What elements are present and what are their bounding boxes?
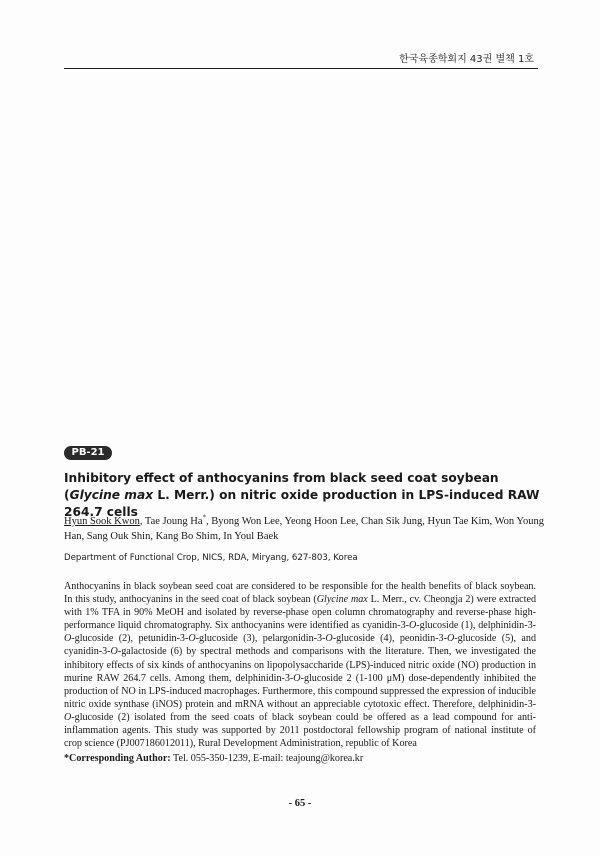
first-author: Hyun Sook Kwon	[64, 516, 140, 527]
poster-id-badge: PB-21	[64, 446, 112, 460]
running-head: 한국육종학회지 43권 별책 1호	[399, 54, 534, 65]
corresponding-mark: *	[202, 513, 206, 522]
corresponding-author	[64, 752, 544, 765]
page-number: - 65 -	[288, 798, 312, 809]
author-list: Hyun Sook Kwon, Tae Joung Ha*, Byong Won Lee, Yeong Hoon Lee, Chan Sik Jung, Hyun Tae Kim, Won Young Han, Sang Ouk Shin, Kang Bo Shim, In Youl Baek	[64, 513, 544, 542]
species-name: Glycine max	[69, 488, 154, 502]
corresponding-label: *Corresponding Author:	[64, 753, 171, 764]
abstract-body: Anthocyanins in black soybean seed coat are considered to be responsible for the health benefits of black soybean. In this study, anthocyanins in the seed coat of black soybean (Glycine max L. Merr., cv. Cheongja 2) were extracted with 1% TFA in 90% MeOH and isolated by reverse-phase open column chromatography and reverse-phase high-performance liquid chromatography. Six anthocyanins were identified as cyanidin-3-O-glucoside (1), delphinidin-3-O-glucoside (2), petunidin-3-O-glucoside (3), pelargonidin-3-O-glucoside (4), peonidin-3-O-glucoside (5), and cyanidin-3-O-galactoside (6) by spectral methods and comparisons with the literature. Then, we investigated the inhibitory effects of six kinds of anthocyanins on lipopolysaccharide (LPS)-induced nitric oxide (NO) production in murine RAW 264.7 cells. Among them, delphinidin-3-O-glucoside 2 (1-100 μM) dose-dependently inhibited the production of NO in LPS-induced macrophages. Furthermore, this compound suppressed the expression of inducible nitric oxide synthase (iNOS) protein and mRNA without an appreciable cytotoxic effect. Therefore, delphinidin-3-O-glucoside (2) isolated from the seed coats of black soybean could be offered as a lead compound for anti-inflammation agents. This study was supported by 2011 postdoctoral fellowship program of national institute of crop science (PJ007186012011), Rural Development Administration, republic of Korea	[64, 581, 537, 750]
paper-title: Inhibitory effect of anthocyanins from black seed coat soybean (Glycine max L. Merr.) on nitric oxide production in LPS-induced RAW 264.7 cells	[64, 471, 540, 519]
corresponding-contact: Tel. 055-350-1239, E-mail: teajoung@korea.kr	[170, 753, 364, 764]
affiliation: Department of Functional Crop, NICS, RDA, Miryang, 627-803, Korea	[64, 553, 358, 563]
header-rule	[64, 68, 538, 69]
